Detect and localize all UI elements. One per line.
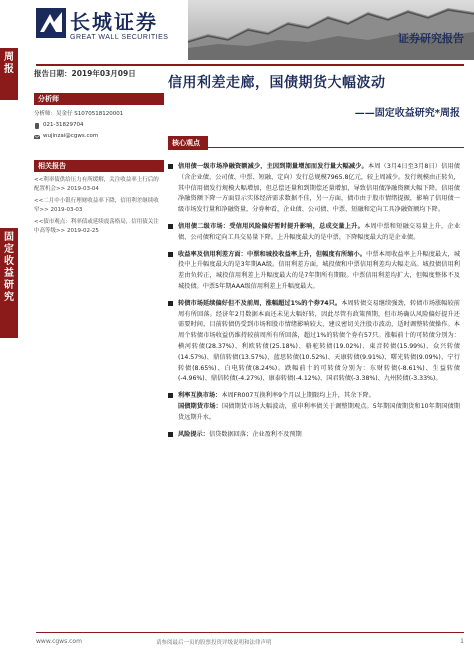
- report-type-label: 证券研究报告: [398, 32, 464, 45]
- page-header: [18, 0, 474, 62]
- bullet-icon: [168, 224, 173, 229]
- related-report-item[interactable]: <<利率债供给压力有所缓解，关注收益率上行后的配置机会>> 2019-03-04: [34, 177, 159, 192]
- core-view-divider: [168, 147, 464, 148]
- core-paragraph: 转债市场延续偏好但不及前周，涨幅超过1%的个券74只。本周转债交易继续强劲，转债市场涨幅较前周有所回落。经济年2月数据本面还未见大幅好转，因此尽管有政策预期，但市场确认风险偏好提升还需要时间，目前转债仍受到市场和股市情绪影响较大，建议密切关注股市波动，适时调整转债操作。本周个转债市场收益仍维持较前周所有所回落，超过1%的转债个券有57只。涨幅前十的可转债分别为：横河转债(28.37%)、利欧转债(25.18%)、骆驼转债(19.02%)、東音转债(15.99%)、众兴转债(14.57%)、鼎信转债(13.57%)、蓝思转债(10.52%)、天康转债(9.91%)、曙光转债(9.09%)、宁行转债(8.65%)、白电转债(8.24%)。跌幅前十的可转债分别为：东财转债(-8.61%)、生益转债(-4.96%)、鼎信转债(-4.27%)、康泰转债(-4.12%)、国君转债(-3.38%)、九州转债(-3.33%)。: [168, 299, 460, 385]
- analyst-email: wujinzai@cgws.com: [34, 131, 164, 142]
- report-date: 报告日期：2019年03月09日: [34, 69, 136, 78]
- bullet-icon: [168, 164, 173, 169]
- footer-disclaimer: 请参阅最后一页的股票投资评级说明和法律声明: [156, 640, 272, 646]
- logo-chinese-name: 长城证券: [70, 10, 158, 34]
- page-footer: [36, 632, 464, 662]
- bullet-icon: [168, 301, 173, 306]
- analyst-section-tag: 分析师: [34, 93, 164, 105]
- footer-website-link[interactable]: www.cgws.com: [36, 638, 82, 645]
- core-paragraph: 信用债二级市场：受信用风险偏好暂时提升影响，总成交量上升。本周中票和短融交易量上升，企业债、公司债和定向工具交易量下降。上升幅度最大的是中票，下降幅度最大的是企业债。: [168, 222, 460, 244]
- report-subtitle: ——固定收益研究*周报: [354, 108, 460, 119]
- analyst-name: 分析师：吴金仔 S1070518120001: [34, 111, 124, 117]
- logo-mark-icon: [36, 8, 66, 38]
- bullet-icon: [168, 393, 173, 398]
- strip-research-label: 固定收益研究: [0, 228, 18, 338]
- core-paragraph: 信用债一级市场净融资额减少，主因到期量增加而发行量大幅减少。本周（3月4日至3月8日）信用债（含企业债、公司债、中票、短融、定向）发行总规模7965.8亿元，较上周减少。发行规模由正转负，其中信用债发行规模大幅增加，但总偿还量和到期偿还量增加，导致信用债净融资额大幅下降。信用债净融资额下降一方面显示实体经济需求数据不佳，另一方面，债市由于股市情绪提振，影响了信用债一级市场发行量和净融资量，分券种看，企业债、公司债、中票、短融和定向工具净融资额均下降。: [168, 162, 460, 216]
- info-column: [34, 68, 164, 239]
- logo-english-name: GREAT WALL SECURITIES: [70, 34, 169, 41]
- core-paragraph: 收益率及信用利差方面：中票和城投收益率上升，但幅度有所缩小。中票本周收益率上升幅度最大，城投中上升幅度最大的是3年期AA级。信用利差方面，城投债和中票信用利差均大幅走高。城投债信用利差由负转正，城投信用利差上升幅度最大的是7年期所有期限。中票信用利差均扩大，但幅度整体不及城投债。中票5年期AAA级信用利差上升幅度最大。: [168, 250, 460, 293]
- header-divider: [36, 64, 464, 66]
- core-paragraph: 风险提示：信贷数据回落；企业盈利不及预期: [168, 430, 460, 441]
- core-view-tag: 核心观点: [168, 136, 208, 150]
- related-report-item[interactable]: <<二月中小银行理财收益率下降，信用利差继续收窄>> 2019-03-03: [34, 198, 159, 213]
- bullet-icon: [168, 432, 173, 437]
- related-reports-tag: 相关报告: [34, 160, 164, 172]
- analyst-phone: 021-31829704: [34, 120, 164, 131]
- bullet-icon: [168, 252, 173, 257]
- great-wall-banner-image: [188, 0, 474, 60]
- report-title: 信用利差走廊，国债期货大幅波动: [168, 75, 386, 91]
- email-icon: [34, 134, 40, 140]
- core-view-body: [168, 162, 460, 446]
- page-number: 1: [460, 638, 464, 645]
- related-report-item[interactable]: <<债市观点：利率债或延续震荡格局，信用债关注中高等级>> 2019-02-25: [34, 219, 159, 234]
- strip-weekly-label: 周报: [0, 48, 18, 100]
- company-logo: [36, 6, 186, 54]
- phone-icon: [34, 123, 40, 129]
- left-strip: [0, 0, 18, 670]
- footer-divider: [36, 632, 464, 633]
- core-paragraph: 利率互换市场：本周FR007互换利率9个月以上期限均上升，其余下降。 国债期货市场：国债期货市场大幅波动，重申利率债关于调整期观点。5年期国债期货和10年期国债期货远期升水。: [168, 391, 460, 423]
- related-reports-list: [34, 176, 164, 236]
